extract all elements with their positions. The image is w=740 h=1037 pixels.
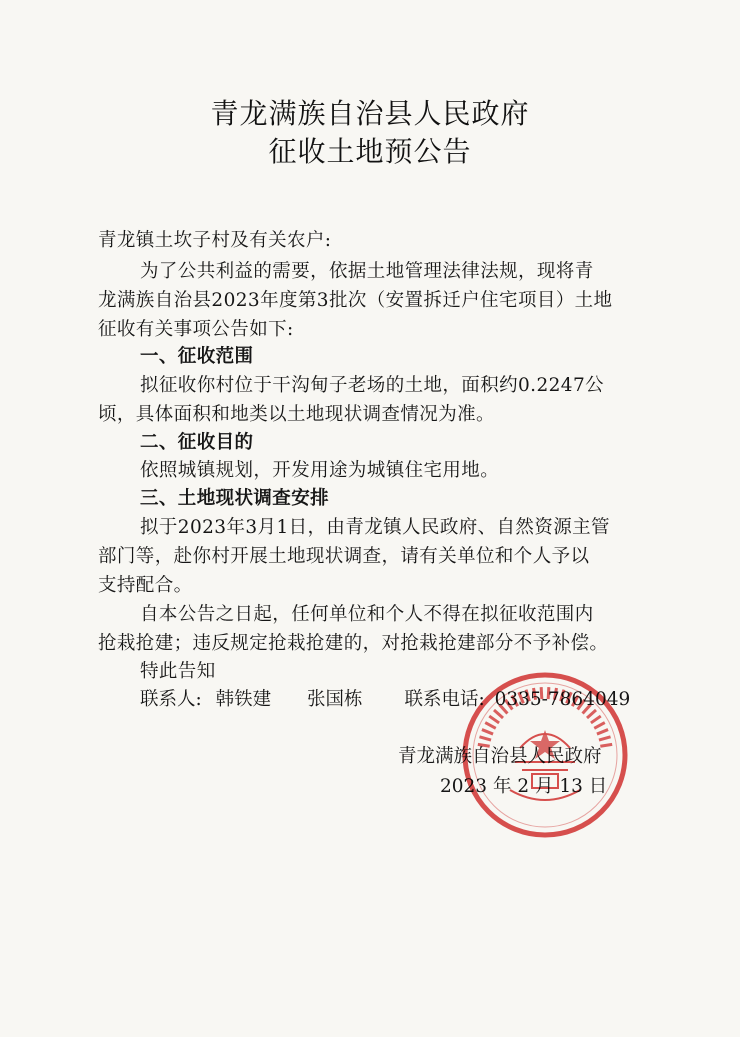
section-purpose-line-1: 依照城镇规划，开发用途为城镇住宅用地。 (140, 460, 500, 481)
closing-text: 特此告知 (140, 661, 216, 682)
notice-line-1: 自本公告之日起，任何单位和个人不得在拟征收范围内 (140, 604, 594, 625)
section-survey-line-2: 部门等，赴你村开展土地现状调查，请有关单位和个人予以 (98, 546, 590, 567)
issue-date: 2023 年 2 月 13 日 (440, 776, 608, 797)
document-title-line2: 征收土地预公告 (268, 135, 472, 168)
phone-label: 联系电话: (404, 689, 485, 710)
salutation: 青龙镇土坎子村及有关农户: (98, 230, 332, 251)
intro-line-3: 征收有关事项公告如下: (98, 319, 294, 340)
intro-line-1: 为了公共利益的需要，依据土地管理法律法规，现将青 (140, 261, 594, 282)
contact-person-1: 韩铁建 (215, 689, 272, 710)
official-seal-icon (460, 670, 630, 840)
contact-label: 联系人: (140, 689, 202, 710)
section-survey-line-3: 支持配合。 (98, 575, 193, 596)
section-heading-survey: 三、土地现状调查安排 (140, 488, 330, 509)
section-heading-purpose: 二、征收目的 (140, 432, 254, 453)
phone-number: 0335-7864049 (494, 689, 631, 710)
section-scope-line-1: 拟征收你村位于干沟甸子老场的土地，面积约0.2247公 (140, 375, 605, 396)
notice-line-2: 抢栽抢建；违反规定抢栽抢建的，对抢栽抢建部分不予补偿。 (98, 633, 609, 654)
intro-line-2: 龙满族自治县2023年度第3批次（安置拆迁户住宅项目）土地 (98, 290, 613, 311)
issuer-name: 青龙满族自治县人民政府 (398, 746, 602, 767)
section-survey-line-1: 拟于2023年3月1日，由青龙镇人民政府、自然资源主管 (140, 517, 610, 538)
section-scope-line-2: 顷，具体面积和地类以土地现状调查情况为准。 (98, 404, 495, 425)
section-heading-scope: 一、征收范围 (140, 346, 254, 367)
contact-person-2: 张国栋 (307, 689, 363, 710)
document-title-line1: 青龙满族自治县人民政府 (210, 97, 530, 130)
